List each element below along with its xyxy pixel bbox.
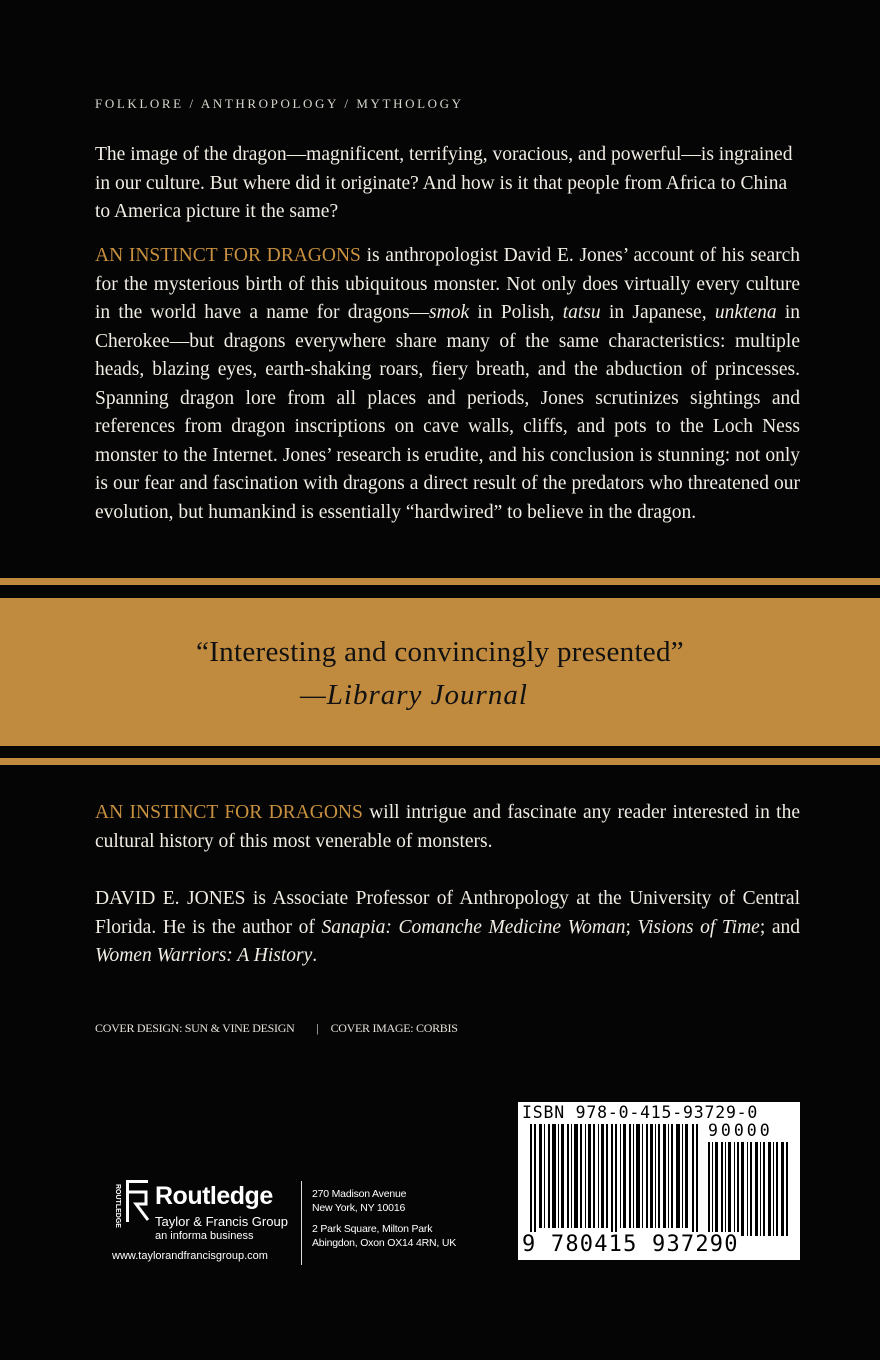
publisher-divider <box>301 1181 302 1265</box>
book-title: AN INSTINCT FOR DRAGONS <box>95 245 361 266</box>
address-uk <box>312 1222 456 1250</box>
cover-design-credit: COVER DESIGN: SUN & VINE DESIGN <box>95 1021 295 1035</box>
address-line: Abingdon, Oxon OX14 4RN, UK <box>312 1237 457 1249</box>
bio-text: ; <box>625 916 638 938</box>
price-barcode-bars-icon <box>708 1142 790 1236</box>
word-cherokee: unktena <box>714 302 777 323</box>
bio-text: . <box>312 945 318 966</box>
publisher-name: Routledge <box>155 1182 273 1210</box>
description-text: in Polish, <box>469 302 563 323</box>
routledge-logo-icon <box>112 1180 150 1232</box>
word-polish: smok <box>429 302 470 323</box>
barcode-digits: 9 780415 937290 <box>522 1232 739 1257</box>
description-text: in Cherokee—but dragons everywhere share many of the same characteristics: multiple heads, blazing eyes, earth-shaking roars, fiery breath, and the abduction of princesses. Spanning dragon lore from all places and periods, Jones scrutinizes sightings and references from dragon inscriptions on cave walls, cliffs, and pots to the Loch Ness monster to the Internet. Jones’ research is erudite, and his conclusion is stunning: not only is our fear and fascination with dragons a direct result of the predators who threatened our evolution, but humankind is essentially “hardwired” to believe in the dragon. <box>95 302 801 523</box>
publisher-url: www.taylorandfrancisgroup.com <box>112 1250 268 1262</box>
review-quote: “Interesting and convincingly presented” <box>196 636 684 668</box>
band-bottom-rule <box>0 758 880 765</box>
cover-image-credit: COVER IMAGE: CORBIS <box>330 1021 458 1035</box>
book-title: AN INSTINCT FOR DRAGONS <box>95 802 363 823</box>
isbn-barcode <box>518 1102 800 1260</box>
barcode-bars-icon <box>530 1124 702 1236</box>
bio-text: is Associate Professor of Anthropology at the University of Central Florida. He is the author of <box>95 888 800 938</box>
address-line: 2 Park Square, Milton Park <box>312 1223 433 1235</box>
closing-text: will intrigue and fascinate any reader interested in the cultural history of this most venerable of monsters. <box>95 802 800 852</box>
isbn-label: ISBN 978-0-415-93729-0 <box>522 1103 759 1122</box>
band-top-rule <box>0 578 880 585</box>
description-text: is anthropologist David E. Jones’ account of his search for the mysterious birth of this ubiquitous monster. Not only does virtually every culture in the world have a name for dragons— <box>95 245 800 323</box>
review-band <box>0 598 880 746</box>
category-label: FOLKLORE / ANTHROPOLOGY / MYTHOLOGY <box>95 96 464 111</box>
price-code: 90000 <box>708 1121 773 1140</box>
author-bio <box>95 885 800 971</box>
book-visions: Visions of Time <box>637 916 760 938</box>
description-text: in Japanese, <box>600 302 715 323</box>
intro-paragraph: The image of the dragon—magnificent, terrifying, voracious, and powerful—is ingrained in our culture. But where did it originate? And how is it that people from Africa to China to America picture it the same? <box>95 144 793 222</box>
address-line: New York, NY 10016 <box>312 1202 406 1214</box>
book-women-warriors: Women Warriors: A History <box>95 945 313 966</box>
review-source: —Library Journal <box>300 679 528 711</box>
closing-paragraph <box>95 799 800 856</box>
publisher-subtitle: an informa business <box>155 1230 254 1242</box>
author-name: DAVID E. JONES <box>95 888 246 909</box>
address-new-york <box>312 1187 406 1215</box>
cover-credits <box>95 1021 458 1036</box>
credit-separator: | <box>316 1021 319 1035</box>
description-paragraph <box>95 242 800 527</box>
publisher-group: Taylor & Francis Group <box>155 1214 288 1229</box>
word-japanese: tatsu <box>562 302 601 323</box>
address-line: 270 Madison Avenue <box>312 1188 407 1200</box>
svg-text:ROUTLEDGE: ROUTLEDGE <box>114 1184 121 1228</box>
book-sanapia: Sanapia: Comanche Medicine Woman <box>321 916 626 938</box>
bio-text: ; and <box>759 916 800 938</box>
